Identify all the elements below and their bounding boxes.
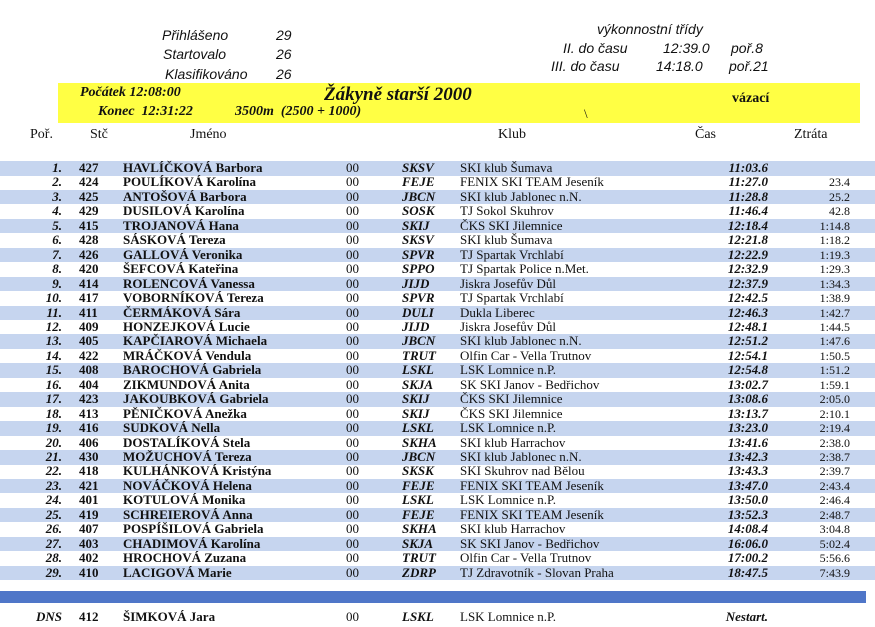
col-bib: Stč (90, 127, 108, 142)
cell-year: 00 (346, 188, 359, 204)
cell-rank: 16. (45, 376, 62, 392)
cell-name: BAROCHOVÁ Gabriela (123, 362, 262, 378)
cell-year: 00 (346, 275, 359, 291)
cell-rank: 29. (45, 564, 62, 580)
cell-bib: 427 (79, 160, 99, 175)
cell-bib: 414 (79, 275, 99, 291)
cell-club: FENIX SKI TEAM Jeseník (460, 477, 604, 493)
cell-year: 00 (346, 232, 359, 248)
cell-time: 11:46.4 (728, 203, 768, 219)
cell-time: 12:54.8 (727, 362, 768, 378)
cell-gap: 2:39.7 (819, 464, 850, 479)
cell-year: 00 (346, 391, 359, 407)
cell-year: 00 (346, 318, 359, 334)
cell-rank: 23. (45, 477, 62, 493)
cell-club: TJ Sokol Skuhrov (460, 203, 554, 219)
cell-club: Olfin Car - Vella Trutnov (460, 347, 592, 363)
cell-bib: 426 (79, 246, 99, 262)
cell-year: 00 (346, 434, 359, 450)
table-row (0, 161, 875, 176)
classified-value: 26 (276, 66, 292, 82)
cell-rank: 3. (52, 188, 62, 204)
class-iii-label: III. do času (551, 58, 620, 74)
table-row (0, 537, 875, 552)
cell-club: SKI Skuhrov nad Bělou (460, 463, 585, 479)
table-row (0, 436, 875, 451)
cell-club-code: LSKL (402, 492, 434, 508)
cell-name: MOŽUCHOVÁ Tereza (123, 449, 252, 464)
cell-bib: 409 (79, 318, 99, 334)
registered-value: 29 (276, 27, 292, 43)
table-row (0, 551, 875, 566)
col-club: Klub (498, 127, 526, 142)
cell-bib: 422 (79, 347, 99, 363)
cell-club-code: SKHA (402, 521, 437, 537)
table-row (0, 464, 875, 479)
cell-name: MRÁČKOVÁ Vendula (123, 347, 252, 363)
cell-rank: 4. (52, 203, 62, 219)
cell-time: 13:42.3 (727, 449, 768, 464)
cell-year: 00 (346, 376, 359, 392)
cell-time: 12:32.9 (727, 261, 768, 277)
cell-bib: 403 (79, 535, 99, 551)
cell-name: JAKOUBKOVÁ Gabriela (123, 391, 269, 407)
cell-year: 00 (346, 203, 359, 219)
cell-name: ANTOŠOVÁ Barbora (123, 188, 247, 204)
cell-time: 12:51.2 (727, 333, 768, 349)
table-row (0, 349, 875, 364)
cell-club: SK SKI Janov - Bedřichov (460, 376, 600, 392)
cell-club: ČKS SKI Jilemnice (460, 391, 563, 407)
table-row (0, 392, 875, 407)
cell-bib: 421 (79, 477, 99, 493)
cell-bib: 425 (79, 188, 99, 204)
cell-club: Dukla Liberec (460, 304, 535, 320)
cell-time: 18:47.5 (727, 564, 768, 580)
cell-bib: 418 (79, 463, 99, 479)
cell-club-code: SKIJ (402, 391, 430, 407)
started-label: Startovalo (163, 46, 227, 62)
table-row (0, 421, 875, 436)
cell-gap: 1:42.7 (819, 305, 850, 320)
cell-gap: 2:46.4 (819, 493, 850, 508)
cell-club: LSK Lomnice n.P. (460, 492, 557, 508)
cell-club: SKI klub Šumava (460, 232, 553, 248)
dns-name: ŠIMKOVÁ Jara (123, 609, 216, 624)
dns-rank: DNS (35, 609, 62, 624)
cell-rank: 8. (52, 261, 62, 277)
cell-name: HAVLÍČKOVÁ Barbora (123, 160, 263, 175)
cell-bib: 410 (79, 564, 99, 580)
cell-time: 14:08.4 (727, 521, 768, 537)
cell-club: LSK Lomnice n.P. (460, 420, 557, 436)
cell-club-code: SKJA (402, 376, 434, 392)
cell-year: 00 (346, 564, 359, 580)
cell-gap: 2:10.1 (819, 406, 850, 421)
cell-name: LACIGOVÁ Marie (123, 564, 232, 580)
cell-year: 00 (346, 246, 359, 262)
cell-club-code: JIJD (402, 275, 430, 291)
cell-name: DOSTALÍKOVÁ Stela (123, 434, 251, 450)
cell-club: TJ Spartak Vrchlabí (460, 246, 564, 262)
registered-label: Přihlášeno (162, 27, 229, 43)
cell-year: 00 (346, 304, 359, 320)
table-row (0, 175, 875, 190)
cell-club-code: JBCN (402, 188, 436, 204)
cell-rank: 15. (45, 362, 62, 378)
col-name: Jméno (190, 127, 227, 142)
cell-rank: 19. (45, 420, 62, 436)
cell-gap: 1:19.3 (819, 247, 850, 262)
cell-rank: 13. (45, 333, 62, 349)
cell-name: KAPČIAROVÁ Michaela (123, 333, 268, 349)
cell-gap: 25.2 (829, 189, 850, 204)
col-time: Čas (695, 127, 716, 142)
table-row (0, 262, 875, 277)
class-iii-rank: poř.21 (729, 58, 769, 74)
cell-time: 13:41.6 (727, 434, 768, 450)
table-row (0, 450, 875, 465)
cell-gap: 42.8 (829, 204, 850, 219)
cell-bib: 420 (79, 261, 99, 277)
cell-club-code: TRUT (402, 347, 436, 363)
cell-name: POSPÍŠILOVÁ Gabriela (123, 521, 264, 537)
table-row (0, 508, 875, 523)
cell-club-code: FEJE (402, 506, 435, 522)
cell-club-code: LSKL (402, 362, 434, 378)
cell-club: Olfin Car - Vella Trutnov (460, 550, 592, 566)
end-time: Konec 12:31:22 (98, 104, 193, 119)
cell-gap: 1:44.5 (819, 319, 850, 334)
cell-name: SCHREIEROVÁ Anna (123, 506, 253, 522)
cell-gap: 1:38.9 (819, 291, 850, 306)
table-row (0, 378, 875, 393)
cell-name: PĚNIČKOVÁ Anežka (123, 405, 247, 421)
cell-club-code: SOSK (402, 203, 435, 219)
cell-year: 00 (346, 449, 359, 464)
start-time: Počátek 12:08:00 (80, 85, 181, 100)
cell-gap: 2:48.7 (819, 507, 850, 522)
cell-year: 00 (346, 477, 359, 493)
cell-club-code: SKHA (402, 434, 437, 450)
table-row (0, 493, 875, 508)
cell-gap: 1:59.1 (819, 377, 850, 392)
cell-club-code: SKSV (402, 232, 434, 248)
dns-club: LSK Lomnice n.P. (460, 609, 557, 624)
cell-rank: 18. (45, 405, 62, 421)
class-ii-time: 12:39.0 (663, 40, 710, 56)
classes-title: výkonnostní třídy (597, 21, 703, 37)
cell-rank: 9. (52, 275, 62, 291)
cell-gap: 7:43.9 (819, 565, 850, 580)
cell-rank: 1. (52, 160, 62, 175)
table-row (0, 363, 875, 378)
cell-rank: 2. (52, 174, 62, 190)
dns-club-code: LSKL (402, 609, 434, 624)
table-row (0, 277, 875, 292)
cell-year: 00 (346, 347, 359, 363)
cell-gap: 1:34.3 (819, 276, 850, 291)
cell-gap: 1:51.2 (819, 363, 850, 378)
cell-gap: 23.4 (829, 175, 850, 190)
cell-time: 12:54.1 (727, 347, 768, 363)
cell-rank: 24. (45, 492, 62, 508)
cell-year: 00 (346, 333, 359, 349)
cell-year: 00 (346, 160, 359, 175)
cell-year: 00 (346, 492, 359, 508)
cell-name: NOVÁČKOVÁ Helena (123, 477, 252, 493)
col-gap: Ztráta (794, 127, 828, 142)
cell-year: 00 (346, 174, 359, 190)
cell-time: 13:52.3 (727, 506, 768, 522)
cell-rank: 21. (45, 449, 62, 464)
category-title: Žákyně starší 2000 (324, 84, 472, 105)
cell-bib: 408 (79, 362, 99, 378)
cell-name: ČERMÁKOVÁ Sára (123, 304, 241, 320)
cell-name: KOTULOVÁ Monika (123, 492, 246, 508)
cell-club: FENIX SKI TEAM Jeseník (460, 174, 604, 190)
table-row (0, 291, 875, 306)
cell-time: 12:37.9 (727, 275, 768, 291)
cell-club-code: SKIJ (402, 217, 430, 233)
cell-club: TJ Spartak Police n.Met. (460, 261, 589, 277)
cell-time: 13:13.7 (727, 405, 768, 421)
cell-club-code: SPVR (402, 290, 435, 306)
cell-time: 13:02.7 (727, 376, 768, 392)
cell-club: ČKS SKI Jilemnice (460, 217, 563, 233)
cell-time: 12:18.4 (727, 217, 768, 233)
cell-year: 00 (346, 463, 359, 479)
cell-club: TJ Zdravotník - Slovan Praha (460, 564, 614, 580)
cell-rank: 17. (45, 391, 62, 407)
cell-name: TROJANOVÁ Hana (123, 217, 239, 233)
cell-club-code: DULI (402, 304, 434, 320)
cell-time: 11:28.8 (728, 188, 768, 204)
cell-club: SKI klub Jablonec n.N. (460, 188, 582, 204)
cell-gap: 2:38.7 (819, 450, 850, 464)
cell-time: 13:50.0 (727, 492, 768, 508)
separator-bar (0, 591, 866, 603)
cell-time: 12:48.1 (727, 318, 768, 334)
cell-year: 00 (346, 405, 359, 421)
classified-label: Klasifikováno (165, 66, 248, 82)
cell-name: ROLENCOVÁ Vanessa (123, 275, 255, 291)
table-row (0, 566, 875, 581)
cell-rank: 10. (45, 290, 62, 306)
cell-rank: 25. (45, 506, 62, 522)
cell-year: 00 (346, 290, 359, 306)
table-row (0, 522, 875, 537)
cell-gap: 5:56.6 (819, 551, 850, 566)
distance: 3500m (2500 + 1000) (235, 104, 362, 119)
stray-mark: \ (584, 106, 588, 121)
cell-rank: 5. (52, 217, 62, 233)
cell-club: SK SKI Janov - Bedřichov (460, 535, 600, 551)
table-row (0, 204, 875, 219)
cell-rank: 12. (45, 318, 62, 334)
cell-club: SKI klub Šumava (460, 160, 553, 175)
cell-time: 13:23.0 (727, 420, 768, 436)
cell-gap: 1:14.8 (819, 218, 850, 233)
cell-club-code: LSKL (402, 420, 434, 436)
table-row (0, 407, 875, 422)
cell-time: 12:42.5 (727, 290, 768, 306)
cell-name: CHADIMOVÁ Karolína (123, 535, 261, 551)
dns-status: Nestart. (725, 609, 768, 624)
cell-year: 00 (346, 535, 359, 551)
cell-rank: 28. (45, 550, 62, 566)
cell-bib: 404 (79, 376, 99, 392)
table-row (0, 306, 875, 321)
cell-club-code: TRUT (402, 550, 436, 566)
dns-bib: 412 (79, 609, 99, 624)
cell-year: 00 (346, 261, 359, 277)
cell-club-code: SPVR (402, 246, 435, 262)
cell-year: 00 (346, 420, 359, 436)
cell-bib: 429 (79, 203, 99, 219)
cell-bib: 407 (79, 521, 99, 537)
cell-club: TJ Spartak Vrchlabí (460, 290, 564, 306)
col-rank: Poř. (30, 127, 53, 142)
cell-bib: 428 (79, 232, 99, 248)
cell-bib: 402 (79, 550, 99, 566)
table-row (0, 479, 875, 494)
cell-time: 13:47.0 (727, 477, 768, 493)
cell-rank: 14. (45, 347, 62, 363)
cell-rank: 27. (45, 535, 62, 551)
cell-name: ŠEFCOVÁ Kateřina (123, 261, 239, 277)
cell-year: 00 (346, 217, 359, 233)
cell-gap: 2:19.4 (819, 421, 850, 436)
cell-name: HROCHOVÁ Zuzana (123, 550, 247, 566)
dns-row (0, 610, 875, 625)
cell-name: VOBORNÍKOVÁ Tereza (123, 290, 264, 306)
cell-name: HONZEJKOVÁ Lucie (123, 318, 250, 334)
cell-club-code: JIJD (402, 318, 430, 334)
cell-club: SKI klub Jablonec n.N. (460, 449, 582, 464)
cell-club-code: ZDRP (402, 564, 436, 580)
cell-year: 00 (346, 550, 359, 566)
class-ii-rank: poř.8 (731, 40, 763, 56)
cell-year: 00 (346, 362, 359, 378)
cell-bib: 424 (79, 174, 99, 190)
cell-club: ČKS SKI Jilemnice (460, 405, 563, 421)
cell-gap: 2:05.0 (819, 392, 850, 407)
cell-time: 16:06.0 (727, 535, 768, 551)
class-iii-time: 14:18.0 (656, 58, 703, 74)
cell-club-code: JBCN (402, 333, 436, 349)
cell-gap: 5:02.4 (819, 536, 850, 551)
table-row (0, 320, 875, 335)
cell-bib: 417 (79, 290, 99, 306)
cell-name: POULÍKOVÁ Karolína (123, 174, 257, 190)
cell-rank: 20. (45, 434, 62, 450)
cell-club: LSK Lomnice n.P. (460, 362, 557, 378)
cell-club: FENIX SKI TEAM Jeseník (460, 506, 604, 522)
cell-bib: 401 (79, 492, 99, 508)
wax-label: vázací (732, 91, 770, 106)
cell-club-code: SPPO (402, 261, 435, 277)
cell-name: SUDKOVÁ Nella (123, 420, 221, 436)
cell-time: 11:27.0 (728, 174, 768, 190)
cell-bib: 411 (79, 304, 98, 320)
table-row (0, 233, 875, 248)
cell-club: Jiskra Josefův Důl (460, 318, 557, 334)
dns-year: 00 (346, 609, 359, 624)
table-row (0, 248, 875, 263)
cell-rank: 7. (52, 246, 62, 262)
cell-club: SKI klub Jablonec n.N. (460, 333, 582, 349)
cell-bib: 419 (79, 506, 99, 522)
cell-club-code: SKIJ (402, 405, 430, 421)
table-row (0, 190, 875, 205)
cell-club-code: JBCN (402, 449, 436, 464)
cell-name: DUSILOVÁ Karolína (123, 203, 245, 219)
cell-bib: 405 (79, 333, 99, 349)
cell-rank: 6. (52, 232, 62, 248)
cell-bib: 416 (79, 420, 99, 436)
cell-year: 00 (346, 521, 359, 537)
cell-time: 12:22.9 (727, 246, 768, 262)
cell-bib: 430 (79, 449, 99, 464)
cell-club-code: SKSV (402, 160, 434, 175)
table-row (0, 219, 875, 234)
cell-bib: 413 (79, 405, 99, 421)
cell-club: SKI klub Harrachov (460, 434, 566, 450)
cell-bib: 415 (79, 217, 99, 233)
cell-time: 11:03.6 (728, 160, 768, 175)
cell-club-code: FEJE (402, 477, 435, 493)
cell-club-code: SKJA (402, 535, 434, 551)
started-value: 26 (276, 46, 292, 62)
cell-time: 17:00.2 (727, 550, 768, 566)
cell-club: SKI klub Harrachov (460, 521, 566, 537)
table-row (0, 334, 875, 349)
cell-name: KULHÁNKOVÁ Kristýna (123, 463, 272, 479)
cell-name: ZIKMUNDOVÁ Anita (123, 376, 250, 392)
cell-bib: 406 (79, 434, 99, 450)
cell-gap: 1:18.2 (819, 233, 850, 248)
cell-time: 12:21.8 (727, 232, 768, 248)
cell-time: 13:08.6 (727, 391, 768, 407)
cell-year: 00 (346, 506, 359, 522)
cell-club: Jiskra Josefův Důl (460, 275, 557, 291)
cell-gap: 3:04.8 (819, 522, 850, 537)
cell-gap: 2:43.4 (819, 478, 850, 493)
cell-gap: 1:29.3 (819, 262, 850, 277)
cell-club-code: FEJE (402, 174, 435, 190)
cell-gap: 1:50.5 (819, 348, 850, 363)
cell-rank: 11. (46, 304, 62, 320)
cell-name: SÁSKOVÁ Tereza (123, 232, 226, 248)
cell-name: GALLOVÁ Veronika (123, 246, 243, 262)
class-ii-label: II. do času (563, 40, 628, 56)
cell-gap: 2:38.0 (819, 435, 850, 450)
cell-club-code: SKSK (402, 463, 434, 479)
cell-rank: 26. (45, 521, 62, 537)
cell-time: 13:43.3 (727, 463, 768, 479)
cell-bib: 423 (79, 391, 99, 407)
cell-rank: 22. (45, 463, 62, 479)
cell-time: 12:46.3 (727, 304, 768, 320)
cell-gap: 1:47.6 (819, 334, 850, 349)
